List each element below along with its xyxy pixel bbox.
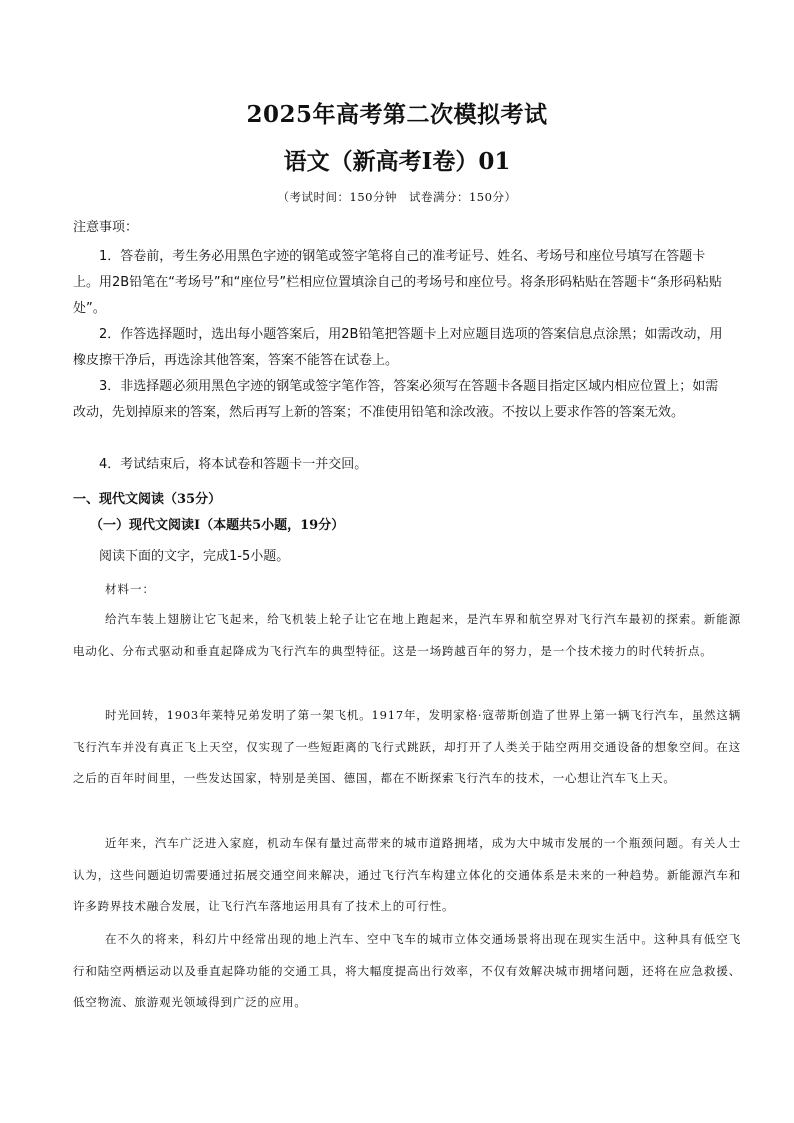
note-item-4: 4．考试结束后，将本试卷和答题卡一并交回。 — [99, 457, 368, 472]
subsection-heading: （一）现代文阅读Ⅰ（本题共5小题，19分） — [90, 518, 345, 533]
exam-title: 2025年高考第二次模拟考试 — [246, 101, 548, 128]
reading-instruction: 阅读下面的文字，完成1-5小题。 — [99, 549, 290, 564]
exam-subtitle: 语文（新高考Ⅰ卷）01 — [283, 148, 511, 175]
note-item-3: 3．非选择题必须用黑色字迹的钢笔或签字笔作答，答案必须写在答题卡各题目指定区域内相应位置上；如需改动，先划掉原来的答案，然后再写上新的答案；不准使用铅笔和涂改液。不按以上要求作答的答案无效。 — [73, 379, 719, 420]
notes-heading: 注意事项： — [73, 220, 139, 235]
note-item-2: 2．作答选择题时，选出每小题答案后，用2B铅笔把答题卡上对应题目选项的答案信息点涂黑；如需改动，用橡皮擦干净后，再选涂其他答案，答案不能答在试卷上。 — [73, 327, 723, 368]
note-item-1: 1．答卷前，考生务必用黑色字迹的钢笔或签字笔将自己的准考证号、姓名、考场号和座位号填写在答题卡上。用2B铅笔在“考场号”和“座位号”栏相应位置填涂自己的考场号和座位号。将条形码粘贴在答题卡“条形码粘贴处”。 — [73, 249, 722, 316]
material-paragraph: 近年来，汽车广泛进入家庭，机动车保有量过高带来的城市道路拥堵，成为大中城市发展的一个瓶颈问题。有关人士认为，这些问题迫切需要通过拓展交通空间来解决，通过飞行汽车构建立体化的交通体系是未来的一种趋势。新能源汽车和许多跨界技术融合发展，让飞行汽车落地运用具有了技术上的可行性。 — [73, 836, 741, 913]
exam-time-and-score: （考试时间：150分钟 试卷满分：150分） — [277, 190, 517, 204]
section-heading: 一、现代文阅读（35分） — [73, 492, 222, 507]
material-label: 材料一： — [105, 582, 155, 596]
material-paragraph: 给汽车装上翅膀让它飞起来，给飞机装上轮子让它在地上跑起来，是汽车界和航空界对飞行汽车最初的探索。新能源电动化、分布式驱动和垂直起降成为飞行汽车的典型特征。这是一场跨越百年的努力，是一个技术接力的时代转折点。 — [73, 612, 741, 658]
material-paragraph: 在不久的将来，科幻片中经常出现的地上汽车、空中飞车的城市立体交通场景将出现在现实生活中。这种具有低空飞行和陆空两栖运动以及垂直起降功能的交通工具，将大幅度提高出行效率，不仅有效解决城市拥堵问题，还将在应急救援、低空物流、旅游观光领域得到广泛的应用。 — [73, 932, 741, 1009]
material-paragraph: 时光回转，1903年莱特兄弟发明了第一架飞机。1917年，发明家格·寇蒂斯创造了世界上第一辆飞行汽车，虽然这辆飞行汽车并没有真正飞上天空，仅实现了一些短距离的飞行式跳跃，却打开了人类关于陆空两用交通设备的想象空间。在这之后的百年时间里，一些发达国家，特别是美国、德国，都在不断探索飞行汽车的技术，一心想让汽车飞上天。 — [73, 708, 741, 785]
